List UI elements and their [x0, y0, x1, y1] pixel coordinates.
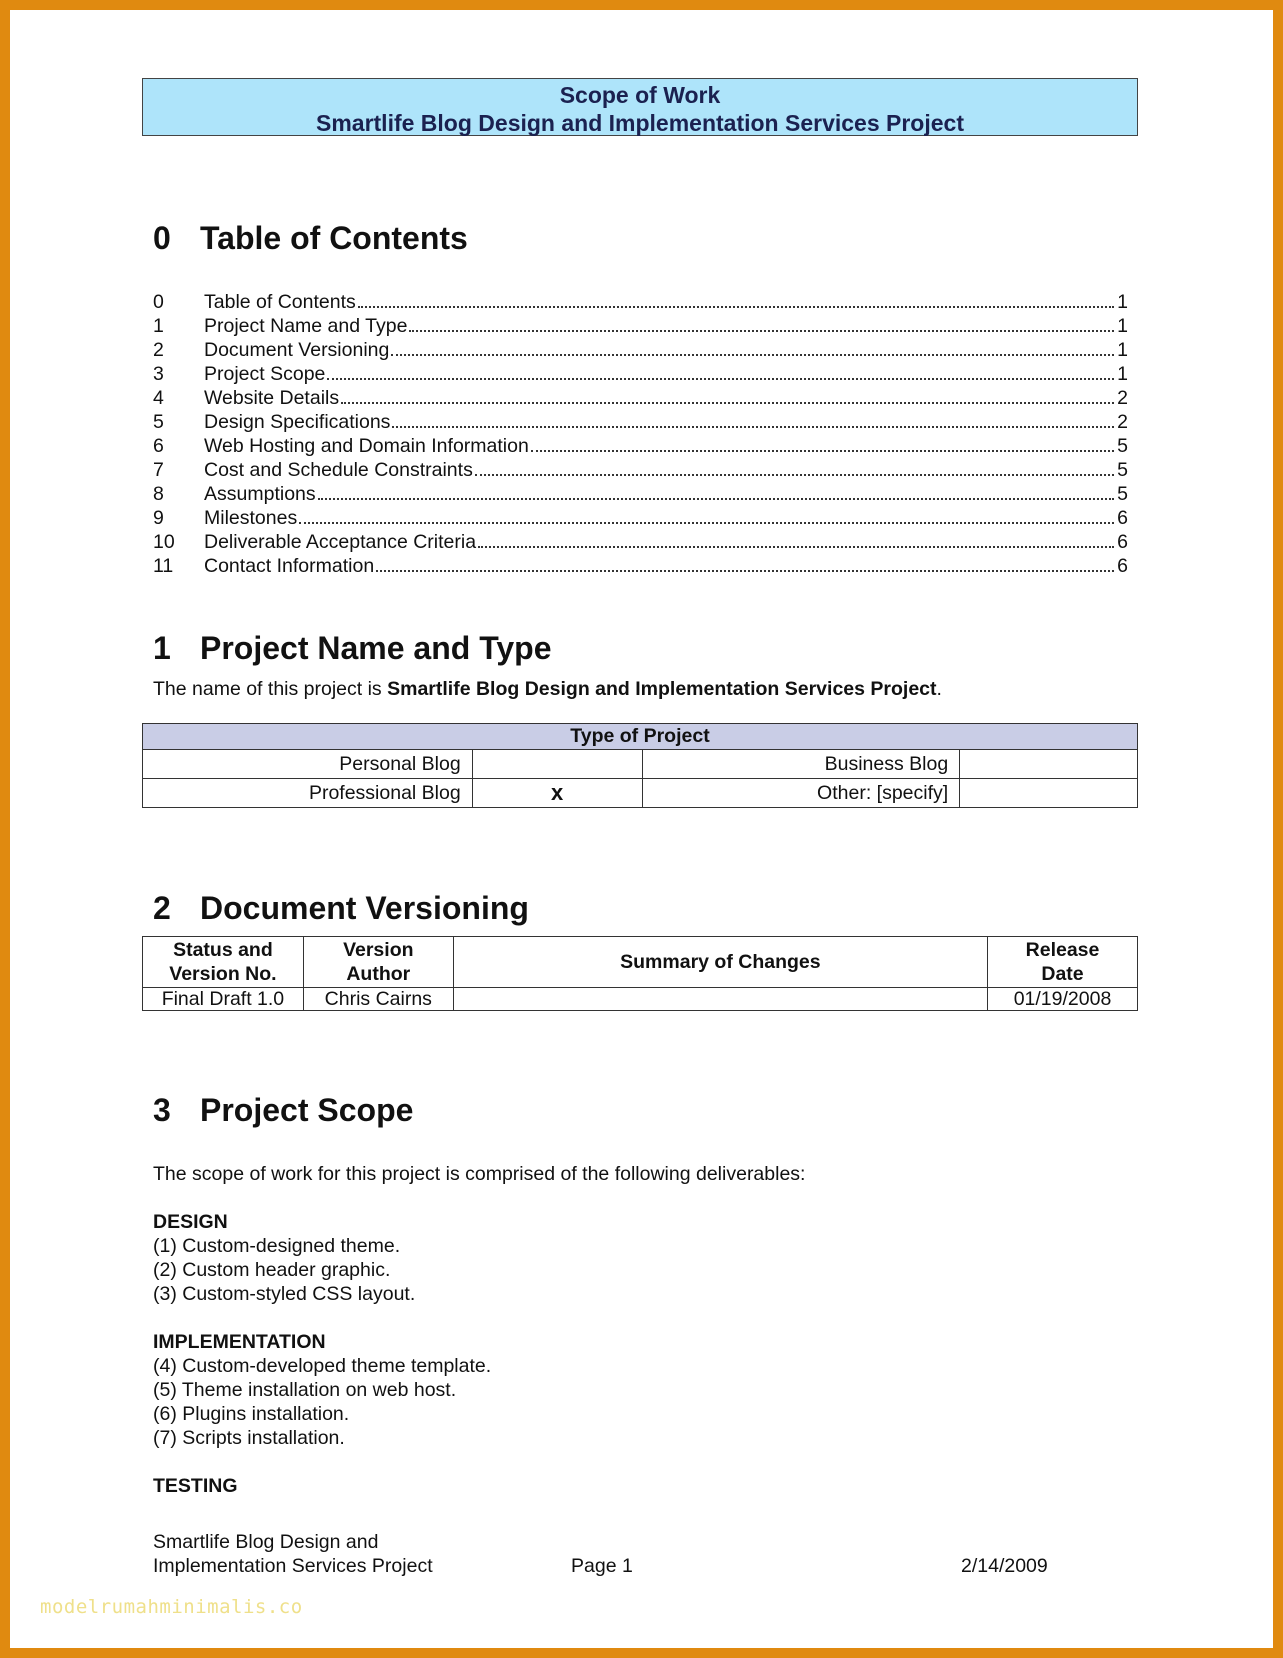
watermark: modelrumahminimalis.co: [40, 1596, 303, 1618]
section-1-heading: [153, 630, 552, 667]
toc-leader: [531, 450, 1114, 452]
cell-summary: [453, 988, 987, 1011]
list-item: (1) Custom-designed theme.: [153, 1235, 401, 1257]
section-3-heading: [153, 1092, 413, 1129]
toc-entry-number: 4: [153, 387, 164, 409]
document-title: Scope of Work: [559, 82, 721, 108]
toc-entry-page: 5: [1117, 459, 1128, 481]
toc-entry-page: 5: [1117, 435, 1128, 457]
document-versioning-table: [142, 936, 1138, 1011]
toc-entry-number: 9: [153, 507, 164, 529]
section-2-number: 2: [153, 890, 171, 926]
toc-leader: [299, 522, 1114, 524]
type-label: Professional Blog: [143, 779, 473, 808]
table-of-contents: [153, 290, 1128, 578]
toc-entry-number: 0: [153, 291, 164, 313]
toc-entry-number: 2: [153, 339, 164, 361]
toc-leader: [475, 474, 1114, 476]
toc-heading: [153, 220, 468, 257]
table-row: [143, 750, 1138, 779]
list-item: (4) Custom-developed theme template.: [153, 1355, 492, 1377]
toc-entry-title: Milestones: [204, 507, 298, 529]
toc-entry-title: Table of Contents: [204, 291, 356, 313]
cell-status: Final Draft 1.0: [143, 988, 304, 1011]
table-row: [143, 779, 1138, 808]
toc-entry-page: 5: [1117, 483, 1128, 505]
toc-entry-title: Contact Information: [204, 555, 375, 577]
toc-leader: [478, 546, 1114, 548]
toc-leader: [318, 498, 1114, 500]
type-checkbox-cell[interactable]: [960, 779, 1138, 808]
toc-entry-title: Design Specifications: [204, 411, 391, 433]
toc-entry-title: Assumptions: [204, 483, 316, 505]
toc-entry-title: Website Details: [204, 387, 340, 409]
toc-entry-number: 8: [153, 483, 164, 505]
toc-entry[interactable]: [153, 410, 1128, 434]
section-3-number: 3: [153, 1092, 171, 1128]
header-line: Date: [1041, 963, 1084, 985]
toc-leader: [376, 570, 1114, 572]
cell-author: Chris Cairns: [303, 988, 453, 1011]
footer-project-line1: Smartlife Blog Design and: [153, 1531, 379, 1553]
toc-entry-page: 1: [1117, 315, 1128, 337]
document-subtitle: Smartlife Blog Design and Implementation Services Project: [315, 110, 964, 136]
cell-date: 01/19/2008: [988, 988, 1138, 1011]
list-item: (7) Scripts installation.: [153, 1427, 345, 1449]
toc-entry-title: Web Hosting and Domain Information: [204, 435, 529, 457]
toc-heading-text: Table of Contents: [200, 220, 468, 256]
design-heading: DESIGN: [153, 1211, 228, 1233]
toc-entry-page: 6: [1117, 555, 1128, 577]
type-label: Personal Blog: [143, 750, 473, 779]
footer-date: 2/14/2009: [961, 1555, 1048, 1577]
toc-entry-number: 7: [153, 459, 164, 481]
toc-entry-title: Project Scope: [204, 363, 326, 385]
toc-entry-title: Deliverable Acceptance Criteria: [204, 531, 477, 553]
project-name-prefix: The name of this project is: [153, 678, 388, 700]
toc-entry[interactable]: [153, 530, 1128, 554]
toc-leader: [392, 426, 1114, 428]
toc-entry[interactable]: [153, 482, 1128, 506]
toc-entry[interactable]: [153, 338, 1128, 362]
toc-entry-page: 6: [1117, 531, 1128, 553]
implementation-heading: IMPLEMENTATION: [153, 1331, 326, 1353]
toc-entry-title: Cost and Schedule Constraints: [204, 459, 473, 481]
section-1-title: Project Name and Type: [200, 630, 552, 666]
project-name-suffix: .: [936, 678, 942, 700]
scope-intro: The scope of work for this project is comprised of the following deliverables:: [153, 1163, 806, 1185]
toc-entry[interactable]: [153, 434, 1128, 458]
project-name: Smartlife Blog Design and Implementation Services Project: [387, 678, 937, 700]
toc-entry[interactable]: [153, 386, 1128, 410]
toc-entry-page: 1: [1117, 363, 1128, 385]
footer-project-line2: Implementation Services Project: [153, 1555, 433, 1577]
project-type-table-title: Type of Project: [143, 724, 1138, 750]
header-line: Author: [346, 963, 411, 985]
page-footer: [153, 1530, 1053, 1578]
column-header-status: [143, 937, 304, 988]
toc-entry-title: Project Name and Type: [204, 315, 408, 337]
toc-heading-number: 0: [153, 220, 171, 256]
section-1-number: 1: [153, 630, 171, 666]
table-row: [143, 988, 1138, 1011]
toc-entry-number: 5: [153, 411, 164, 433]
toc-entry-page: 1: [1117, 339, 1128, 361]
toc-entry[interactable]: [153, 362, 1128, 386]
project-scope-body: [153, 1162, 805, 1498]
project-name-paragraph: [153, 678, 942, 701]
type-checkbox-cell[interactable]: [472, 750, 642, 779]
header-line: Status and: [173, 939, 273, 961]
list-item: (3) Custom-styled CSS layout.: [153, 1283, 416, 1305]
toc-entry-page: 2: [1117, 411, 1128, 433]
document-title-box: [142, 78, 1138, 136]
toc-entry-number: 11: [153, 555, 174, 577]
list-item: (2) Custom header graphic.: [153, 1259, 391, 1281]
toc-leader: [341, 402, 1114, 404]
section-3-title: Project Scope: [200, 1092, 414, 1128]
column-header-summary: Summary of Changes: [453, 937, 987, 988]
toc-leader: [358, 306, 1114, 308]
toc-entry[interactable]: [153, 554, 1128, 578]
toc-entry[interactable]: [153, 314, 1128, 338]
toc-entry[interactable]: [153, 290, 1128, 314]
column-header-date: [988, 937, 1138, 988]
section-2-title: Document Versioning: [200, 890, 529, 926]
type-label: Other: [specify]: [642, 779, 960, 808]
toc-entry-page: 6: [1117, 507, 1128, 529]
header-line: Version No.: [169, 963, 277, 985]
footer-page-number: Page 1: [571, 1555, 633, 1577]
table-header-row: [143, 937, 1138, 988]
testing-heading: TESTING: [153, 1475, 238, 1497]
toc-leader: [391, 354, 1114, 356]
toc-leader: [327, 378, 1114, 380]
type-checkbox-cell[interactable]: x: [472, 779, 642, 808]
section-2-heading: [153, 890, 529, 927]
toc-entry-number: 1: [153, 315, 164, 337]
toc-entry-number: 6: [153, 435, 164, 457]
project-type-table: [142, 723, 1138, 808]
toc-entry-page: 1: [1117, 291, 1128, 313]
header-line: Release: [1025, 939, 1100, 961]
toc-entry-number: 10: [153, 531, 175, 553]
header-line: Version: [343, 939, 414, 961]
toc-entry[interactable]: [153, 458, 1128, 482]
toc-entry-page: 2: [1117, 387, 1128, 409]
toc-leader: [409, 330, 1114, 332]
type-label: Business Blog: [642, 750, 960, 779]
list-item: (5) Theme installation on web host.: [153, 1379, 457, 1401]
type-checkbox-cell[interactable]: [960, 750, 1138, 779]
column-header-author: [303, 937, 453, 988]
toc-entry-title: Document Versioning: [204, 339, 390, 361]
toc-entry-number: 3: [153, 363, 164, 385]
list-item: (6) Plugins installation.: [153, 1403, 350, 1425]
toc-entry[interactable]: [153, 506, 1128, 530]
